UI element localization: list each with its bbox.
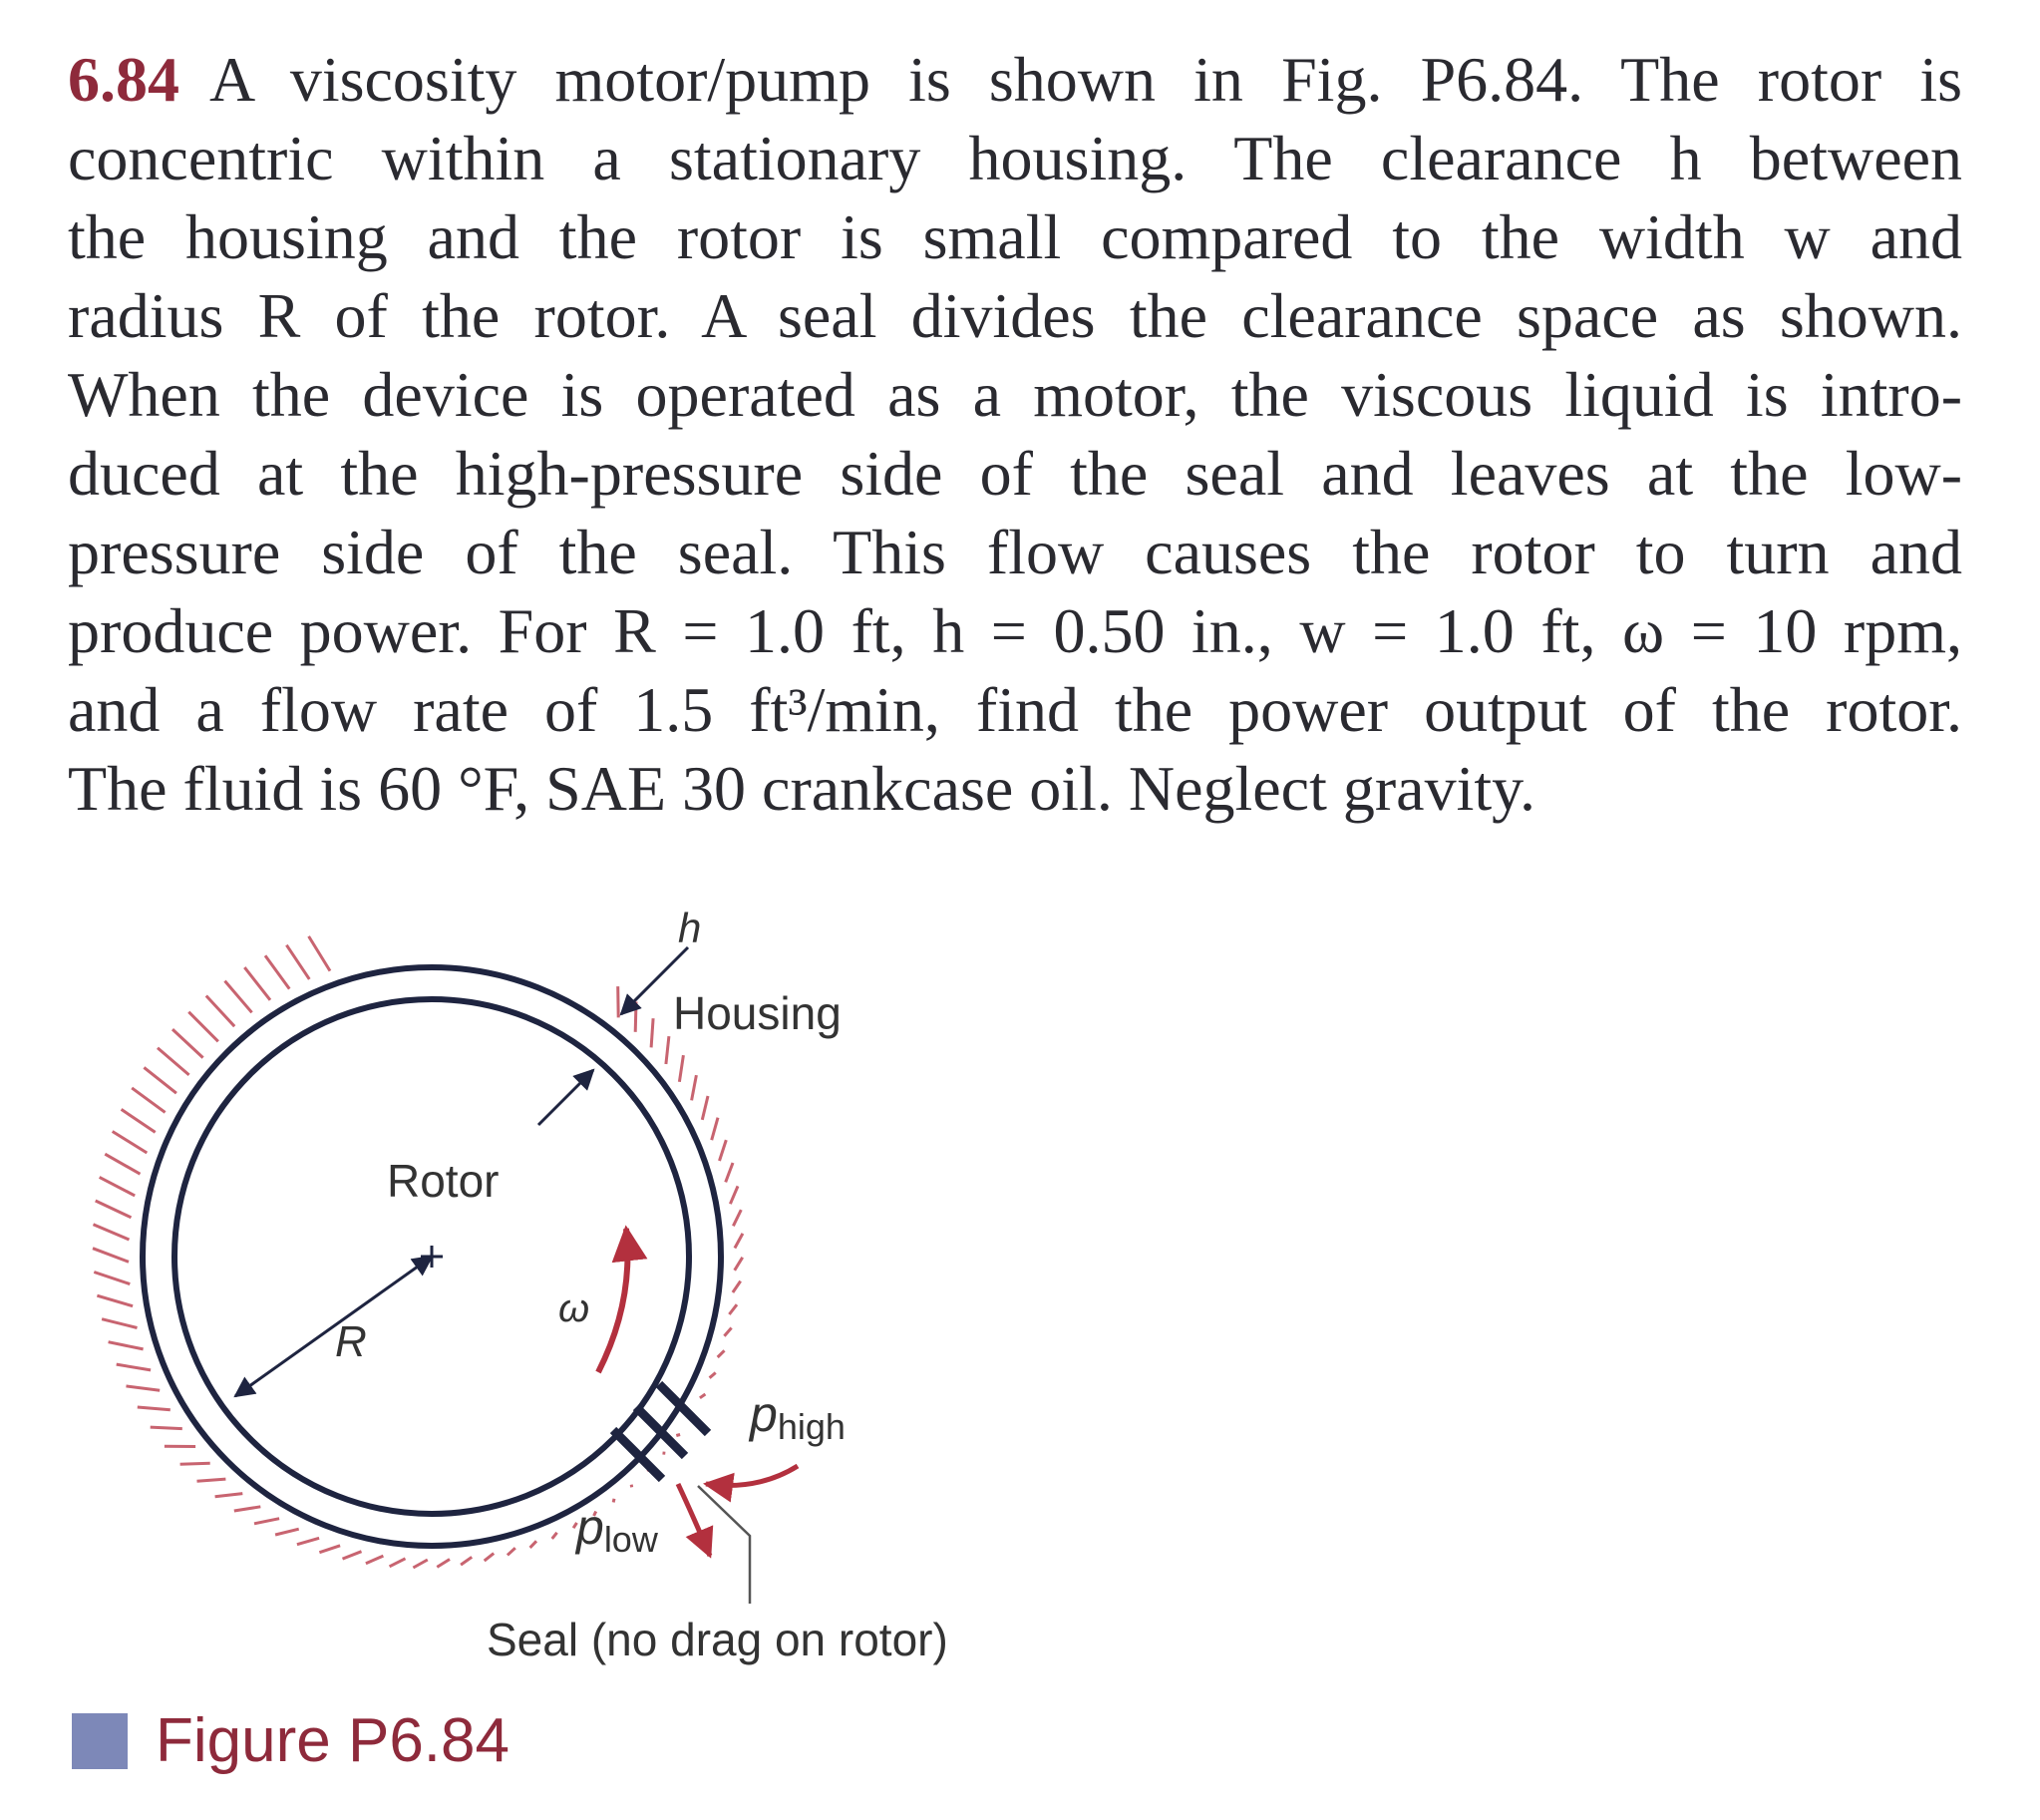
hatch-line (676, 1435, 680, 1436)
radius-label: R (335, 1317, 367, 1366)
hatch-line (254, 1519, 279, 1524)
hatch-line (651, 1018, 653, 1047)
hatch-line (710, 1373, 716, 1378)
hatch-line (206, 996, 234, 1027)
hatch-line (100, 1177, 136, 1196)
hatch-line (297, 1538, 319, 1544)
problem-line (68, 40, 1962, 119)
hatch-line (666, 1036, 669, 1064)
hatch-line (461, 1557, 472, 1565)
problem-line: pressure side of the seal. This flow causes the rotor to turn and (68, 517, 1962, 587)
hatch-line (158, 1048, 189, 1075)
hatch-line (94, 1225, 130, 1240)
problem-text (68, 40, 1962, 828)
hatch-line (144, 1067, 176, 1093)
p-low-label: plow (576, 1499, 658, 1560)
high-pressure-arrow (706, 1466, 798, 1486)
hatch-line (94, 1273, 130, 1284)
hatch-line (132, 1088, 165, 1113)
hatch-line (530, 1541, 536, 1548)
hatch-line (729, 1304, 737, 1314)
problem-line: The fluid is 60 °F, SAE 30 crankcase oil. Neglect gravity. (68, 753, 1535, 824)
hatch-line (105, 1154, 140, 1174)
hatch-line (618, 986, 619, 1017)
hatch-line (508, 1548, 515, 1555)
hatch-line (93, 1249, 129, 1263)
hatch-line (117, 1364, 151, 1370)
hatch-line (265, 955, 289, 988)
hatch-line (730, 1186, 738, 1204)
hatch-line (485, 1554, 495, 1562)
hatch-line (631, 1485, 632, 1488)
hatch-line (172, 1029, 203, 1058)
hatch-line (735, 1234, 743, 1249)
problem-line: radius R of the rotor. A seal divides the clearance space as shown. (68, 280, 1962, 351)
hatch-line (138, 1407, 170, 1410)
low-pressure-arrow (678, 1484, 710, 1556)
hatch-line (720, 1140, 727, 1161)
hatch-line (413, 1560, 427, 1568)
seal-label: Seal (no drag on rotor) (487, 1614, 948, 1665)
problem-line: concentric within a stationary housing. The clearance h between (68, 123, 1962, 193)
problem-line-text: A viscosity motor/pump is shown in Fig. P6.84. The rotor is (209, 44, 1962, 115)
hatch-line (225, 981, 252, 1013)
hatch-line (197, 1479, 226, 1481)
caption-square-icon (72, 1713, 128, 1769)
hatch-line (343, 1552, 362, 1559)
hatch-line (718, 1350, 725, 1357)
rotor-label: Rotor (387, 1155, 500, 1207)
caption-text: Figure P6.84 (156, 1706, 510, 1775)
p-high-label: phigh (750, 1386, 846, 1447)
hatch-line (127, 1386, 161, 1390)
hatch-line (286, 945, 309, 979)
problem-line: duced at the high-pressure side of the seal and leaves at the low- (68, 438, 1962, 509)
hatch-line (109, 1342, 144, 1349)
problem-line: the housing and the rotor is small compared to the width w and (68, 201, 1962, 272)
h-label: h (678, 905, 702, 951)
hatch-line (102, 1319, 137, 1328)
hatch-line (151, 1427, 182, 1429)
hatch-line (188, 1012, 218, 1042)
hatch-line (244, 967, 270, 1000)
housing-label: Housing (673, 987, 842, 1039)
figure-caption (72, 1705, 510, 1776)
hatch-line (97, 1295, 133, 1306)
hatch-line (726, 1163, 733, 1182)
hatch-line (712, 1118, 718, 1141)
hatch-line (635, 1002, 636, 1032)
hatch-line (552, 1533, 557, 1539)
hatch-line (702, 1096, 708, 1120)
hatch-line (679, 1055, 683, 1082)
hatch-line (309, 936, 330, 971)
hatch-line (724, 1328, 731, 1336)
hatch-line (437, 1560, 450, 1568)
hatch-line (692, 1075, 697, 1100)
problem-number: 6.84 (68, 44, 179, 115)
hatch-line (215, 1494, 243, 1497)
hatch-line (733, 1281, 741, 1292)
problem-line: produce power. For R = 1.0 ft, h = 0.50 in., w = 1.0 ft, ω = 10 rpm, (68, 595, 1962, 666)
hatch-line (733, 1210, 741, 1226)
motor-pump-figure (0, 858, 1097, 1695)
hatch-line (319, 1546, 340, 1553)
omega-label: ω (558, 1286, 590, 1330)
problem-line: When the device is operated as a motor, the viscous liquid is intro- (68, 359, 1962, 430)
hatch-line (180, 1463, 210, 1464)
hatch-line (234, 1507, 260, 1511)
hatch-line (96, 1201, 132, 1218)
hatch-line (113, 1132, 148, 1154)
hatch-line (366, 1556, 384, 1564)
problem-line: and a flow rate of 1.5 ft³/min, find the power output of the rotor. (68, 674, 1962, 745)
hatch-line (390, 1559, 406, 1567)
hatch-line (735, 1258, 743, 1271)
hatch-line (700, 1394, 706, 1398)
hatch-line (122, 1109, 156, 1132)
hatch-line (275, 1529, 299, 1535)
hatch-line (613, 1499, 614, 1503)
